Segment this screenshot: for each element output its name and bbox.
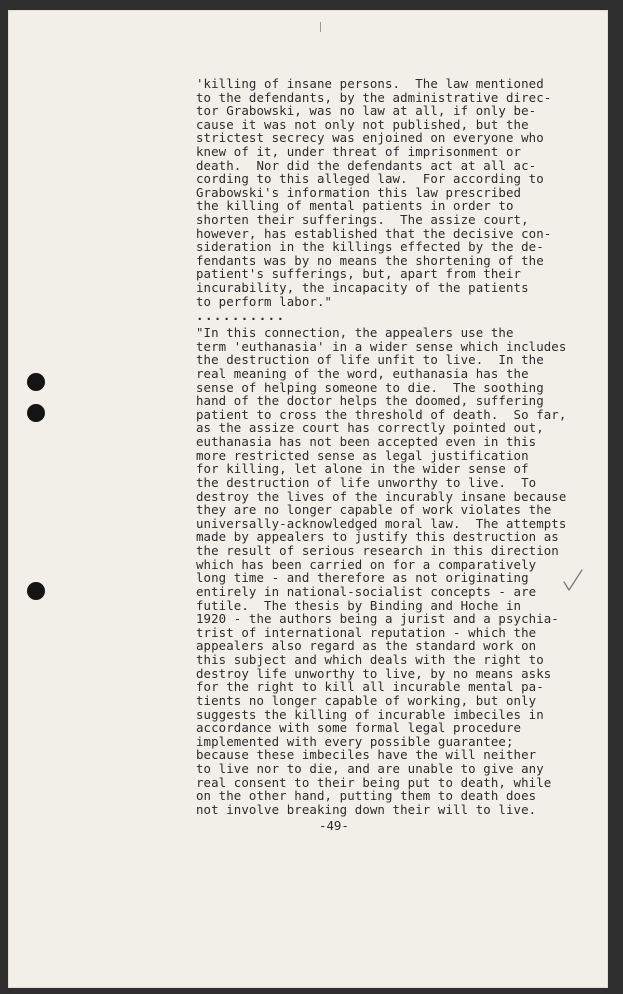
punch-hole-icon bbox=[27, 373, 45, 391]
ellipsis-separator: .......... bbox=[196, 308, 286, 323]
paragraph-euthanasia: "In this connection, the appealers use the term 'euthanasia' in a wider sense which includes the destruction of life unfit to live. In the real meaning of the word, euthanasia has the sense of helping someone to die. The soothing hand of the doctor helps the doomed, suffering patient to cross the threshold of death. So far, as the assize court has correctly pointed out, euthanasia has not been accepted even in this more restricted sense as legal justification for killing, let alone in the wider sense of the destruction of life unworthy to live. To destroy the lives of the incurably insane because they are no longer capable of work violates the universally-acknowledged moral law. The attempts made by appealers to justify this destruction as the result of serious research in this direction which has been carried on for a comparatively long time - and therefore as not originating entirely in national-socialist concepts - are futile. The thesis by Binding and Hoche in 1920 - the authors being a jurist and a psychia- trist of international reputation - which the appealers also regard as the standard work on this subject and which deals with the right to destroy life unworthy to live, by no means asks for the right to kill all incurable mental pa- tients no longer capable of working, but only suggests the killing of incurable imbeciles in accordance with some formal legal procedure implemented with every possible guarantee; because these imbeciles have the will neither to live nor to die, and are unable to give any real consent to their being put to death, while on the other hand, putting them to death does not involve breaking down their will to live. bbox=[196, 325, 567, 817]
paragraph-quote-continuation: 'killing of insane persons. The law mentioned to the defendants, by the administrative direc- tor Grabowski, was no law at all, if only be- cause it was not only not published, but the strictest secrecy was enjoined on everyone who knew of it, under threat of imprisonment or death. Nor did the defendants act at all ac- cording to this alleged law. For according to Grabowski's information this law prescribed the killing of mental patients in order to shorten their sufferings. The assize court, however, has established that the decisive con- sideration in the killings effected by the de- fendants was by no means the shortening of the patient's sufferings, but, apart from their incurability, the incapacity of the patients to perform labor." bbox=[196, 76, 552, 309]
fold-mark bbox=[320, 22, 321, 32]
checkmark-icon bbox=[562, 568, 584, 592]
page-number: -49- bbox=[319, 818, 349, 833]
punch-hole-icon bbox=[27, 582, 45, 600]
punch-hole-icon bbox=[27, 404, 45, 422]
